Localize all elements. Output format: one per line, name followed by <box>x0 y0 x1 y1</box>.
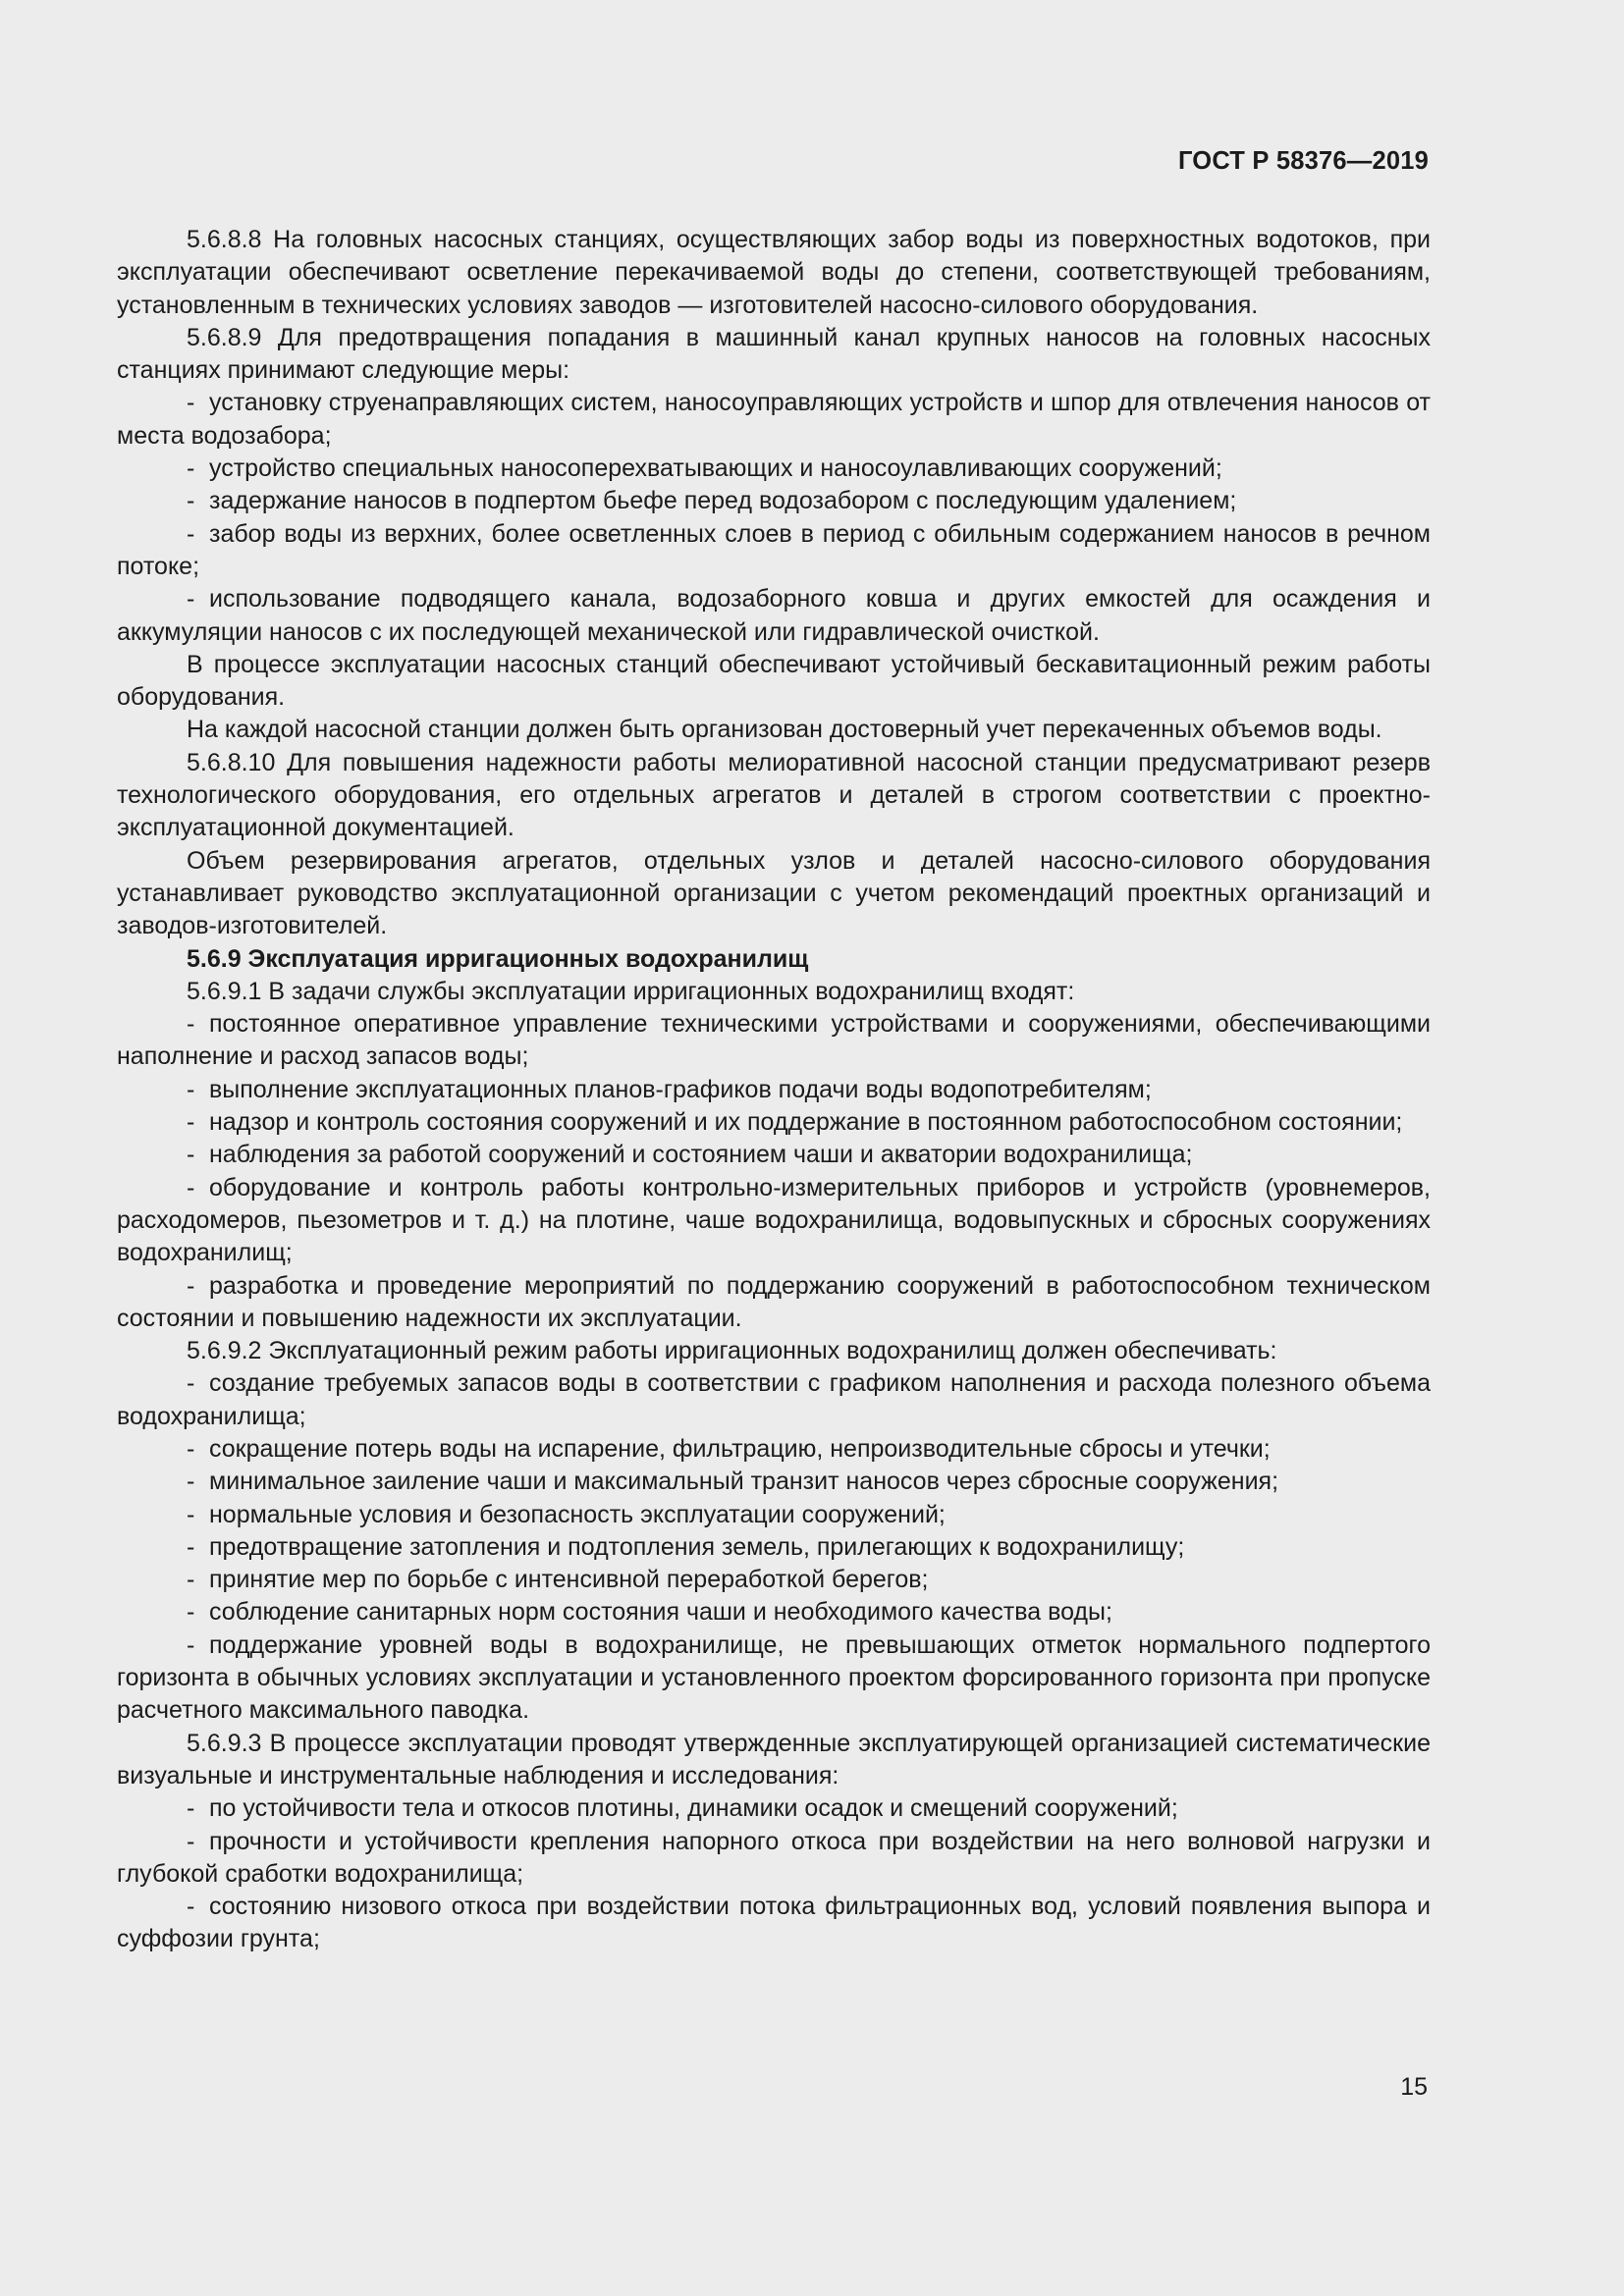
list-item <box>117 1139 1431 1171</box>
list-item <box>117 1466 1431 1498</box>
list-item <box>117 1792 1431 1825</box>
paragraph: Объем резервирования агрегатов, отдельных узлов и деталей насосно-силового оборудования устанавливает руководство эксплуатационной организации с учетом рекомендаций проектных организаций и заводов-изготовителей. <box>117 846 1431 940</box>
list-marker: - <box>187 487 195 515</box>
list-item <box>117 1008 1431 1074</box>
list-item-text: выполнение эксплуатационных планов-графиков подачи воды водопотребителям; <box>209 1075 1152 1103</box>
list-item-text: по устойчивости тела и откосов плотины, динамики осадок и смещений сооружений; <box>209 1794 1178 1823</box>
paragraph: 5.6.9.1 В задачи службы эксплуатации ирригационных водохранилищ входят: <box>187 977 1075 1005</box>
list-marker: - <box>187 1794 195 1823</box>
list-item-text: использование подводящего канала, водозаборного ковша и других емкостей для осаждения и аккумуляции наносов с их последующей механической или гидравлической очисткой. <box>117 585 1431 646</box>
list-item-text: предотвращение затопления и подтопления земель, прилегающих к водохранилищу; <box>209 1532 1185 1561</box>
list-item <box>117 518 1431 584</box>
list-marker: - <box>187 585 195 614</box>
list-item-text: нормальные условия и безопасность эксплуатации сооружений; <box>209 1500 946 1528</box>
list-item <box>117 1433 1431 1466</box>
list-item <box>117 583 1431 649</box>
document-body <box>117 224 1431 1956</box>
list-item <box>117 1172 1431 1270</box>
list-marker: - <box>187 519 195 548</box>
list-item-text: минимальное заиление чаши и максимальный транзит наносов через сбросные сооружения; <box>209 1468 1279 1496</box>
list-marker: - <box>187 454 195 483</box>
list-item-text: наблюдения за работой сооружений и состоянием чаши и акватории водохранилища; <box>209 1141 1193 1169</box>
list-marker: - <box>187 1827 195 1855</box>
list-item-text: надзор и контроль состояния сооружений и их поддержание в постоянном работоспособном состоянии; <box>209 1108 1403 1137</box>
list-marker: - <box>187 1271 195 1300</box>
list-item-text: забор воды из верхних, более осветленных слоев в период с обильным содержанием наносов в речном потоке; <box>117 519 1431 580</box>
list-marker: - <box>187 1532 195 1561</box>
list-item-text: состоянию низового откоса при воздействии потока фильтрационных вод, условий появления выпора и суффозии грунта; <box>117 1893 1431 1953</box>
document-code: ГОСТ Р 58376—2019 <box>1177 147 1429 175</box>
page-number: 15 <box>1400 2073 1428 2101</box>
list-item <box>117 1499 1431 1531</box>
paragraph: 5.6.8.9 Для предотвращения попадания в машинный канал крупных наносов на головных насосных станциях принимают следующие меры: <box>117 323 1431 385</box>
list-item <box>117 485 1431 517</box>
list-marker: - <box>187 1141 195 1169</box>
list-item-text: соблюдение санитарных норм состояния чаши и необходимого качества воды; <box>209 1598 1112 1627</box>
list-item <box>117 1367 1431 1433</box>
list-item <box>117 387 1431 453</box>
list-marker: - <box>187 1434 195 1463</box>
list-item-text: установку струенаправляющих систем, наносоуправляющих устройств и шпор для отвлечения наносов от места водозабора; <box>117 389 1431 450</box>
list-marker: - <box>187 1468 195 1496</box>
list-item <box>117 1531 1431 1564</box>
list-item <box>117 453 1431 485</box>
list-item <box>117 1074 1431 1106</box>
list-marker: - <box>187 1598 195 1627</box>
list-item <box>117 1826 1431 1892</box>
list-marker: - <box>187 1893 195 1921</box>
paragraph: 5.6.9.2 Эксплуатационный режим работы ирригационных водохранилищ должен обеспечивать: <box>187 1337 1277 1365</box>
list-item-text: устройство специальных наносоперехватывающих и наносоулавливающих сооружений; <box>209 454 1222 483</box>
list-item-text: задержание наносов в подпертом бьефе перед водозабором с последующим удалением; <box>209 487 1237 515</box>
paragraph: На каждой насосной станции должен быть организован достоверный учет перекаченных объемов воды. <box>187 716 1382 744</box>
list-item <box>117 1891 1431 1956</box>
list-marker: - <box>187 1010 195 1039</box>
list-item-text: прочности и устойчивости крепления напорного откоса при воздействии на него волновой нагрузки и глубокой сработки водохранилища; <box>117 1827 1431 1888</box>
list-item-text: разработка и проведение мероприятий по поддержанию сооружений в работоспособном техническом состоянии и повышению надежности их эксплуатации. <box>117 1271 1431 1332</box>
list-item <box>117 1106 1431 1139</box>
list-marker: - <box>187 389 195 417</box>
list-item-text: поддержание уровней воды в водохранилище, не превышающих отметок нормального подпертого горизонта в обычных условиях эксплуатации и установленного проектом форсированного горизонта при пропуске расчетного максимального паводка. <box>117 1630 1431 1725</box>
paragraph: 5.6.8.10 Для повышения надежности работы мелиоративной насосной станции предусматривают резерв технологического оборудования, его отдельных агрегатов и деталей в строгом соответствии с проектно-эксплуатационной документацией. <box>117 748 1431 842</box>
list-item-text: оборудование и контроль работы контрольно-измерительных приборов и устройств (уровнемеров, расходомеров, пьезометров и т. д.) на плотине, чаше водохранилища, водовыпускных и сбросных сооружениях водохранилищ; <box>117 1173 1431 1267</box>
list-item <box>117 1629 1431 1728</box>
list-marker: - <box>187 1500 195 1528</box>
list-item <box>117 1270 1431 1336</box>
list-marker: - <box>187 1075 195 1103</box>
list-marker: - <box>187 1369 195 1398</box>
list-item-text: постоянное оперативное управление техническими устройствами и сооружениями, обеспечивающими наполнение и расход запасов воды; <box>117 1010 1431 1071</box>
paragraph: В процессе эксплуатации насосных станций обеспечивают устойчивый бескавитационный режим работы оборудования. <box>117 650 1431 712</box>
list-item-text: сокращение потерь воды на испарение, фильтрацию, непроизводительные сбросы и утечки; <box>209 1434 1271 1463</box>
list-marker: - <box>187 1566 195 1594</box>
paragraph: 5.6.9.3 В процессе эксплуатации проводят утвержденные эксплуатирующей организацией систематические визуальные и инструментальные наблюдения и исследования: <box>117 1729 1431 1789</box>
list-marker: - <box>187 1173 195 1201</box>
list-marker: - <box>187 1108 195 1137</box>
section-heading: 5.6.9 Эксплуатация ирригационных водохранилищ <box>187 944 809 973</box>
list-item-text: принятие мер по борьбе с интенсивной переработкой берегов; <box>209 1566 929 1594</box>
list-marker: - <box>187 1630 195 1659</box>
list-item <box>117 1596 1431 1629</box>
list-item-text: создание требуемых запасов воды в соответствии с графиком наполнения и расхода полезного объема водохранилища; <box>117 1369 1431 1430</box>
paragraph: 5.6.8.8 На головных насосных станциях, осуществляющих забор воды из поверхностных водотоков, при эксплуатации обеспечивают осветление перекачиваемой воды до степени, соответствующей требованиям, установленным в технических условиях заводов — изготовителей насосно-силового оборудования. <box>117 226 1431 319</box>
list-item <box>117 1564 1431 1596</box>
